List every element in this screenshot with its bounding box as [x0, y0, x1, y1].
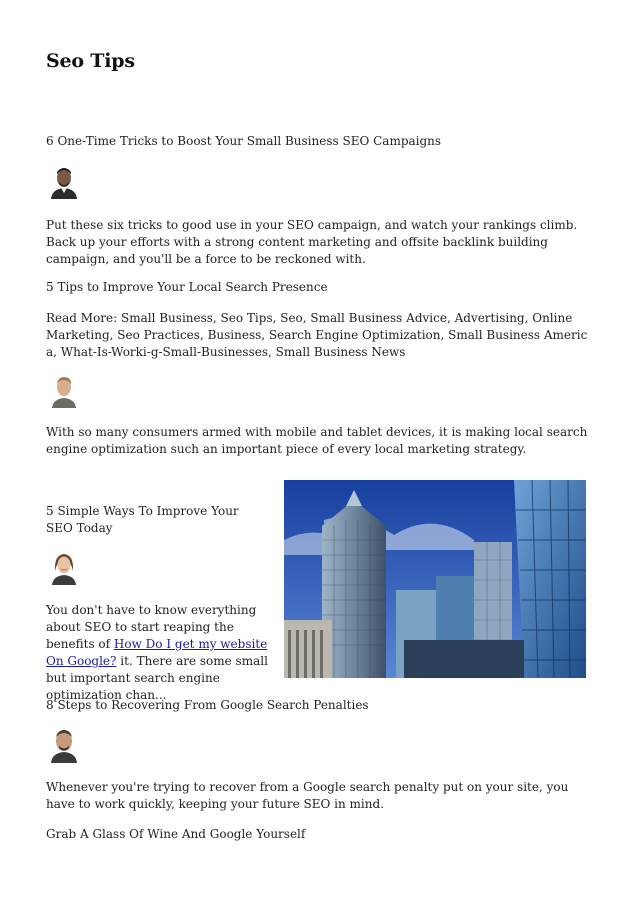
article-4-body: Whenever you're trying to recover from a Google search penalty put on your site, you have to work quickly, keeping your future SEO in mind.	[46, 780, 569, 811]
author-avatar-1	[46, 163, 82, 199]
article-3-headline: 5 Simple Ways To Improve Your SEO Today	[46, 504, 239, 535]
article-5-headline: Grab A Glass Of Wine And Google Yourself	[46, 827, 306, 841]
article-1-headline: 6 One-Time Tricks to Boost Your Small Business SEO Campaigns	[46, 134, 442, 148]
article-3-body	[46, 602, 274, 704]
author-avatar-2	[46, 372, 82, 408]
city-skyscrapers-photo	[284, 480, 586, 678]
how-do-i-get-my-website-on-google-link[interactable]: How Do I get my website On Google?	[46, 637, 268, 668]
author-avatar-4	[46, 727, 82, 763]
article-1-body: Put these six tricks to good use in your SEO campaign, and watch your rankings climb. Back up your efforts with a strong content marketing and offsite backlink building campaign, and you'll be a force to be reckoned with.	[46, 218, 578, 266]
author-avatar-3	[46, 549, 82, 585]
article-4-headline: 8 Steps to Recovering From Google Search Penalties	[46, 698, 369, 712]
article-2-read-more: Read More: Small Business, Seo Tips, Seo, Small Business Advice, Advertising, Online Marketing, Seo Practices, Business, Search Engine Optimization, Small Business America, What-Is-Worki-g-Small-Businesses, Small Business News	[46, 311, 588, 359]
article-3-body-before-link: You don't have to know everything about SEO to start reaping the benefits of	[46, 603, 257, 651]
article-2-headline: 5 Tips to Improve Your Local Search Presence	[46, 280, 328, 294]
page-title: Seo Tips	[46, 50, 135, 72]
article-3-body-after-link: it. There are some small but important search engine optimization chan...	[46, 654, 268, 702]
article-2-body: With so many consumers armed with mobile and tablet devices, it is making local search engine optimization such an important piece of every local marketing strategy.	[46, 425, 588, 456]
